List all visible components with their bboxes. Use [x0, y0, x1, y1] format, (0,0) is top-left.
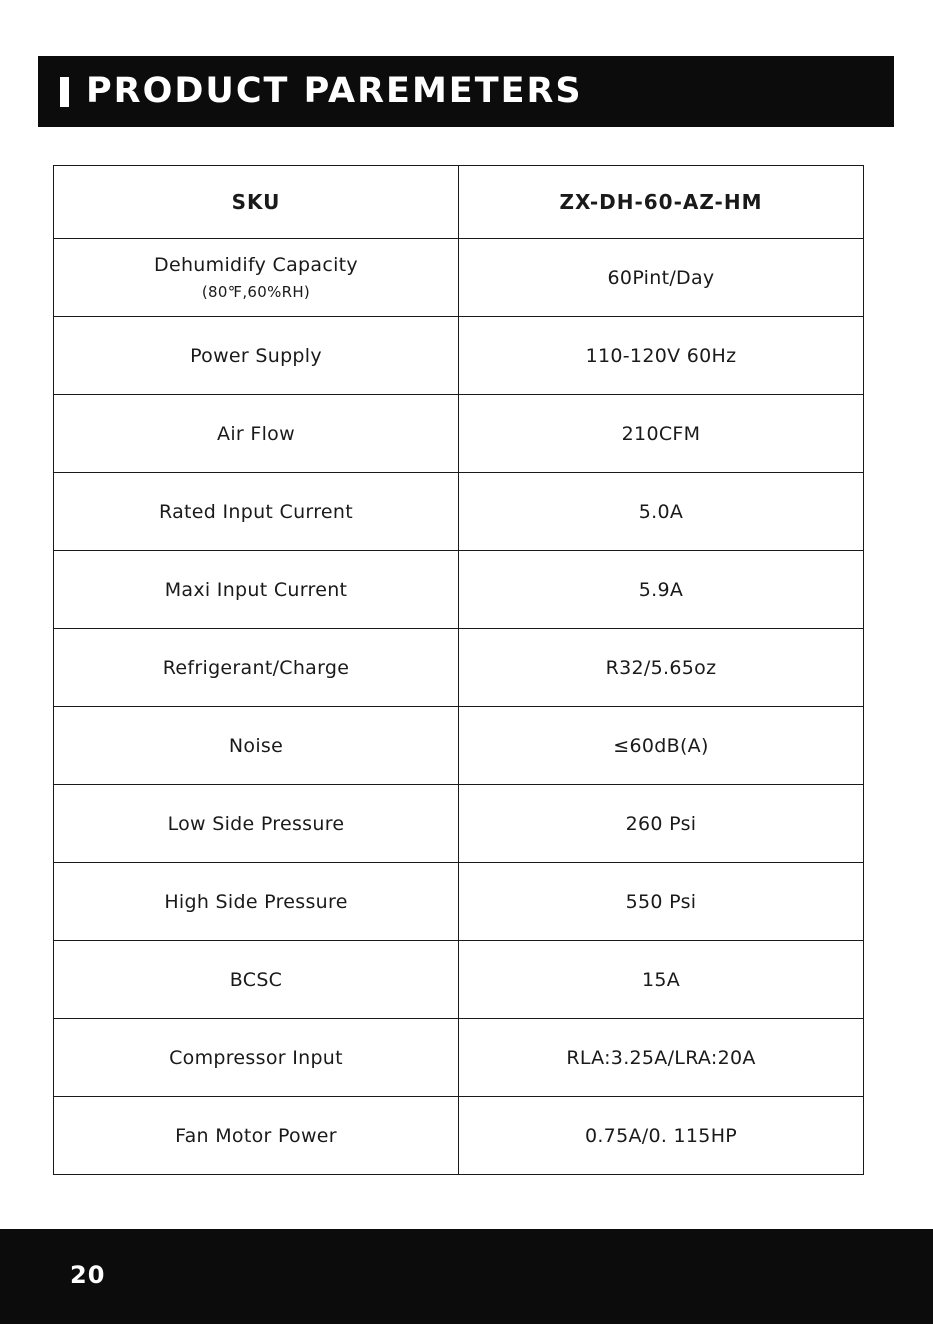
param-value-cell: 5.9A	[459, 551, 864, 629]
param-label-cell: BCSC	[54, 941, 459, 1019]
table-header-row	[54, 166, 864, 239]
param-value-cell: 0.75A/0. 115HP	[459, 1097, 864, 1175]
table-row	[54, 395, 864, 473]
footer-bar	[0, 1229, 933, 1324]
param-label-cell: Refrigerant/Charge	[54, 629, 459, 707]
param-label-cell: Low Side Pressure	[54, 785, 459, 863]
table-row	[54, 785, 864, 863]
table-row	[54, 317, 864, 395]
param-label-cell: Noise	[54, 707, 459, 785]
param-value-cell: 60Pint/Day	[459, 239, 864, 317]
param-label: Dehumidify Capacity	[154, 254, 358, 276]
param-value-cell: 260 Psi	[459, 785, 864, 863]
table-row	[54, 239, 864, 317]
param-value-cell: 110-120V 60Hz	[459, 317, 864, 395]
param-condition: (80℉,60%RH)	[201, 283, 311, 301]
param-label-cell: Power Supply	[54, 317, 459, 395]
header-label-cell: SKU	[54, 166, 459, 239]
table-row	[54, 1097, 864, 1175]
table-row	[54, 707, 864, 785]
table-row	[54, 473, 864, 551]
title-marker	[60, 77, 69, 107]
section-title-bar	[38, 56, 894, 127]
param-value-cell: 15A	[459, 941, 864, 1019]
table-row	[54, 551, 864, 629]
param-label-cell: High Side Pressure	[54, 863, 459, 941]
table-row	[54, 629, 864, 707]
table-row	[54, 941, 864, 1019]
page-number: 20	[70, 1261, 106, 1289]
param-label-cell: Compressor Input	[54, 1019, 459, 1097]
header-value-cell: ZX-DH-60-AZ-HM	[459, 166, 864, 239]
param-value-cell: ≤60dB(A)	[459, 707, 864, 785]
param-value-cell: R32/5.65oz	[459, 629, 864, 707]
param-label-cell	[54, 239, 459, 317]
param-label-cell: Maxi Input Current	[54, 551, 459, 629]
section-title: PRODUCT PAREMETERS	[86, 71, 583, 111]
param-label-cell: Rated Input Current	[54, 473, 459, 551]
table-row	[54, 863, 864, 941]
param-value-cell: RLA:3.25A/LRA:20A	[459, 1019, 864, 1097]
param-label-cell: Fan Motor Power	[54, 1097, 459, 1175]
product-parameters-table	[53, 165, 864, 1175]
param-value-cell: 210CFM	[459, 395, 864, 473]
param-label-cell: Air Flow	[54, 395, 459, 473]
param-value-cell: 5.0A	[459, 473, 864, 551]
table-row	[54, 1019, 864, 1097]
param-value-cell: 550 Psi	[459, 863, 864, 941]
